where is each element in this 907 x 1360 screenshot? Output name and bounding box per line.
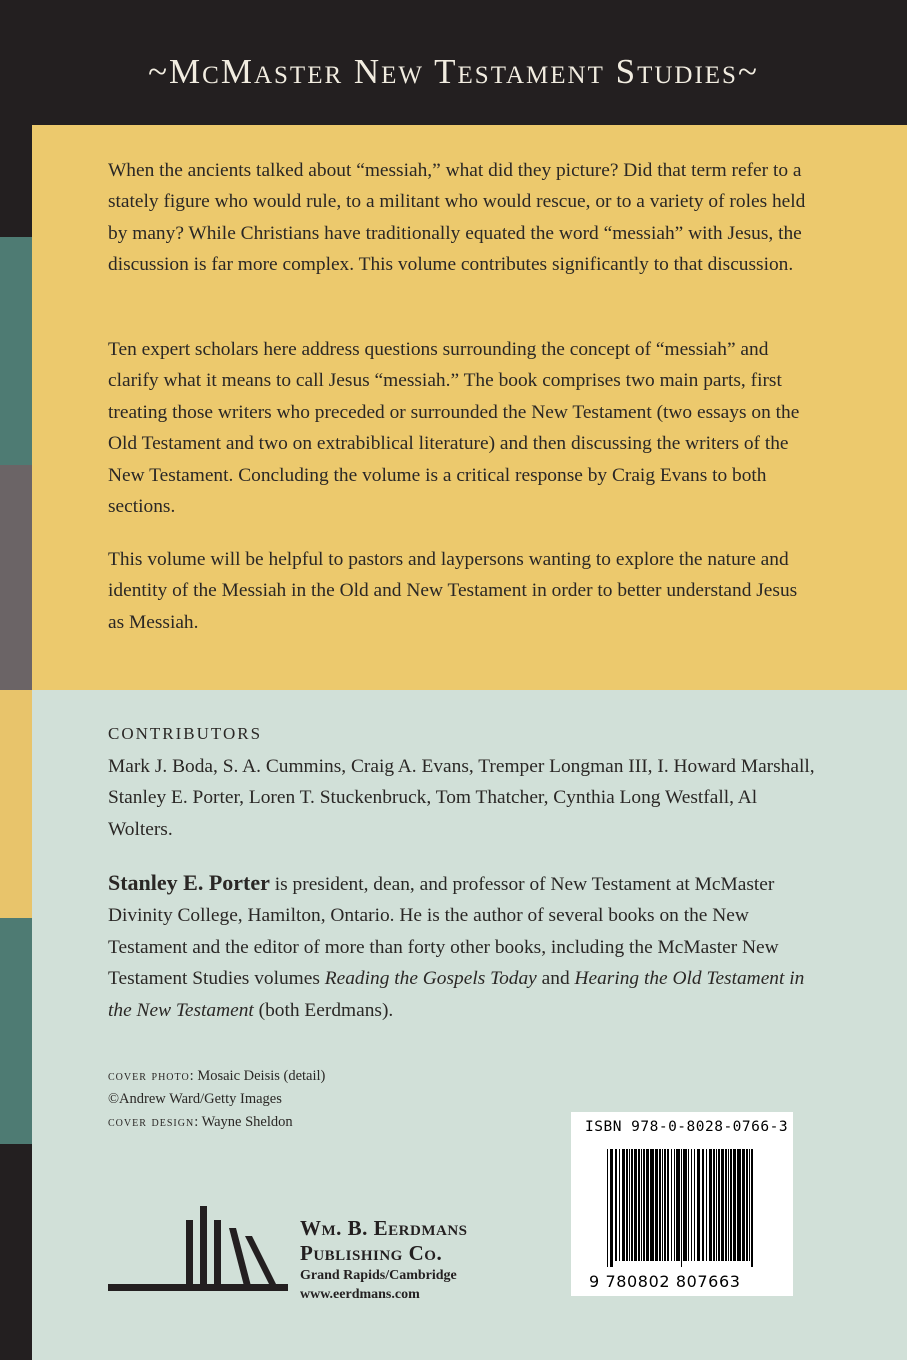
cover-design-value: : Wayne Sheldon bbox=[194, 1114, 293, 1130]
cover-credits bbox=[108, 1065, 325, 1134]
cover-photo-copyright: ©Andrew Ward/Getty Images bbox=[108, 1091, 282, 1107]
cover-photo-value: : Mosaic Deisis (detail) bbox=[189, 1068, 326, 1084]
description-paragraph-2: Ten expert scholars here address questions surrounding the concept of “messiah” and clarify what it means to call Jesus “messiah.” The book comprises two main parts, first treating those writers who preceded or surrounded the New Testament (two essays on the Old Testament and two on extrabiblical literature) and then discussing the writers of the New Testament. Concluding the volume is a critical response by Craig Evans to both sections. bbox=[108, 339, 800, 518]
book-title-2: Hearing the Old Testament in the New Testament bbox=[108, 968, 805, 1021]
edge-strip-teal-upper bbox=[0, 237, 32, 465]
description-paragraph-1: When the ancients talked about “messiah,” what did they picture? Did that term refer to a stately figure who would rule, to a militant who would rescue, or to a variety of roles held by many? While Christians have traditionally equated the word “messiah” with Jesus, the discussion is far more complex. This volume contributes significantly to that discussion. bbox=[108, 160, 806, 276]
contributors-list: Mark J. Boda, S. A. Cummins, Craig A. Evans, Tremper Longman III, I. Howard Marshall, Stanley E. Porter, Loren T. Stuckenbruck, Tom Thatcher, Cynthia Long Westfall, Al Wolters. bbox=[108, 756, 815, 840]
edge-strip-teal-lower bbox=[0, 918, 32, 1144]
publisher-name-line1: Wm. B. Eerdmans bbox=[300, 1216, 468, 1240]
editor-name: Stanley E. Porter bbox=[108, 870, 270, 895]
editor-bio bbox=[108, 867, 808, 1026]
publisher-name-line2: Publishing Co. bbox=[300, 1241, 443, 1265]
eerdmans-books-logo-icon bbox=[108, 1198, 288, 1298]
edge-strip-gold bbox=[0, 690, 32, 918]
cover-design-label: cover design bbox=[108, 1114, 195, 1130]
publisher-location: Grand Rapids/Cambridge bbox=[300, 1268, 457, 1283]
barcode-bars bbox=[607, 1149, 757, 1267]
edge-strip-gray bbox=[0, 465, 32, 690]
cover-photo-label: cover photo bbox=[108, 1068, 190, 1084]
editor-bio-text-1: is president, dean, and professor of New Testament at McMaster Divinity College, Hamilton, Ontario. He is the author of several books on the New Testament and the editor of more than forty other books, including the McMaster New Testament Studies volumes bbox=[108, 874, 779, 990]
edge-strip-dark-bottom bbox=[0, 1144, 32, 1360]
publisher-website: www.eerdmans.com bbox=[300, 1287, 420, 1302]
book-title-1: Reading the Gospels Today bbox=[324, 968, 537, 990]
ean-number: 9 780802 807663 bbox=[589, 1272, 741, 1291]
series-title: ~McMaster New Testament Studies~ bbox=[148, 52, 759, 91]
isbn-text: ISBN 978-0-8028-0766-3 bbox=[585, 1119, 789, 1135]
edge-strip-dark-top bbox=[0, 0, 32, 237]
description-paragraph-3: This volume will be helpful to pastors and laypersons wanting to explore the nature and identity of the Messiah in the Old and New Testament in order to better understand Jesus as Messiah. bbox=[108, 549, 798, 633]
editor-bio-text-2: and bbox=[536, 968, 575, 990]
publisher-block bbox=[300, 1216, 468, 1304]
barcode-box bbox=[571, 1112, 793, 1296]
contributors-heading: CONTRIBUTORS bbox=[108, 724, 263, 743]
editor-bio-text-3: (both Eerdmans). bbox=[253, 999, 394, 1021]
